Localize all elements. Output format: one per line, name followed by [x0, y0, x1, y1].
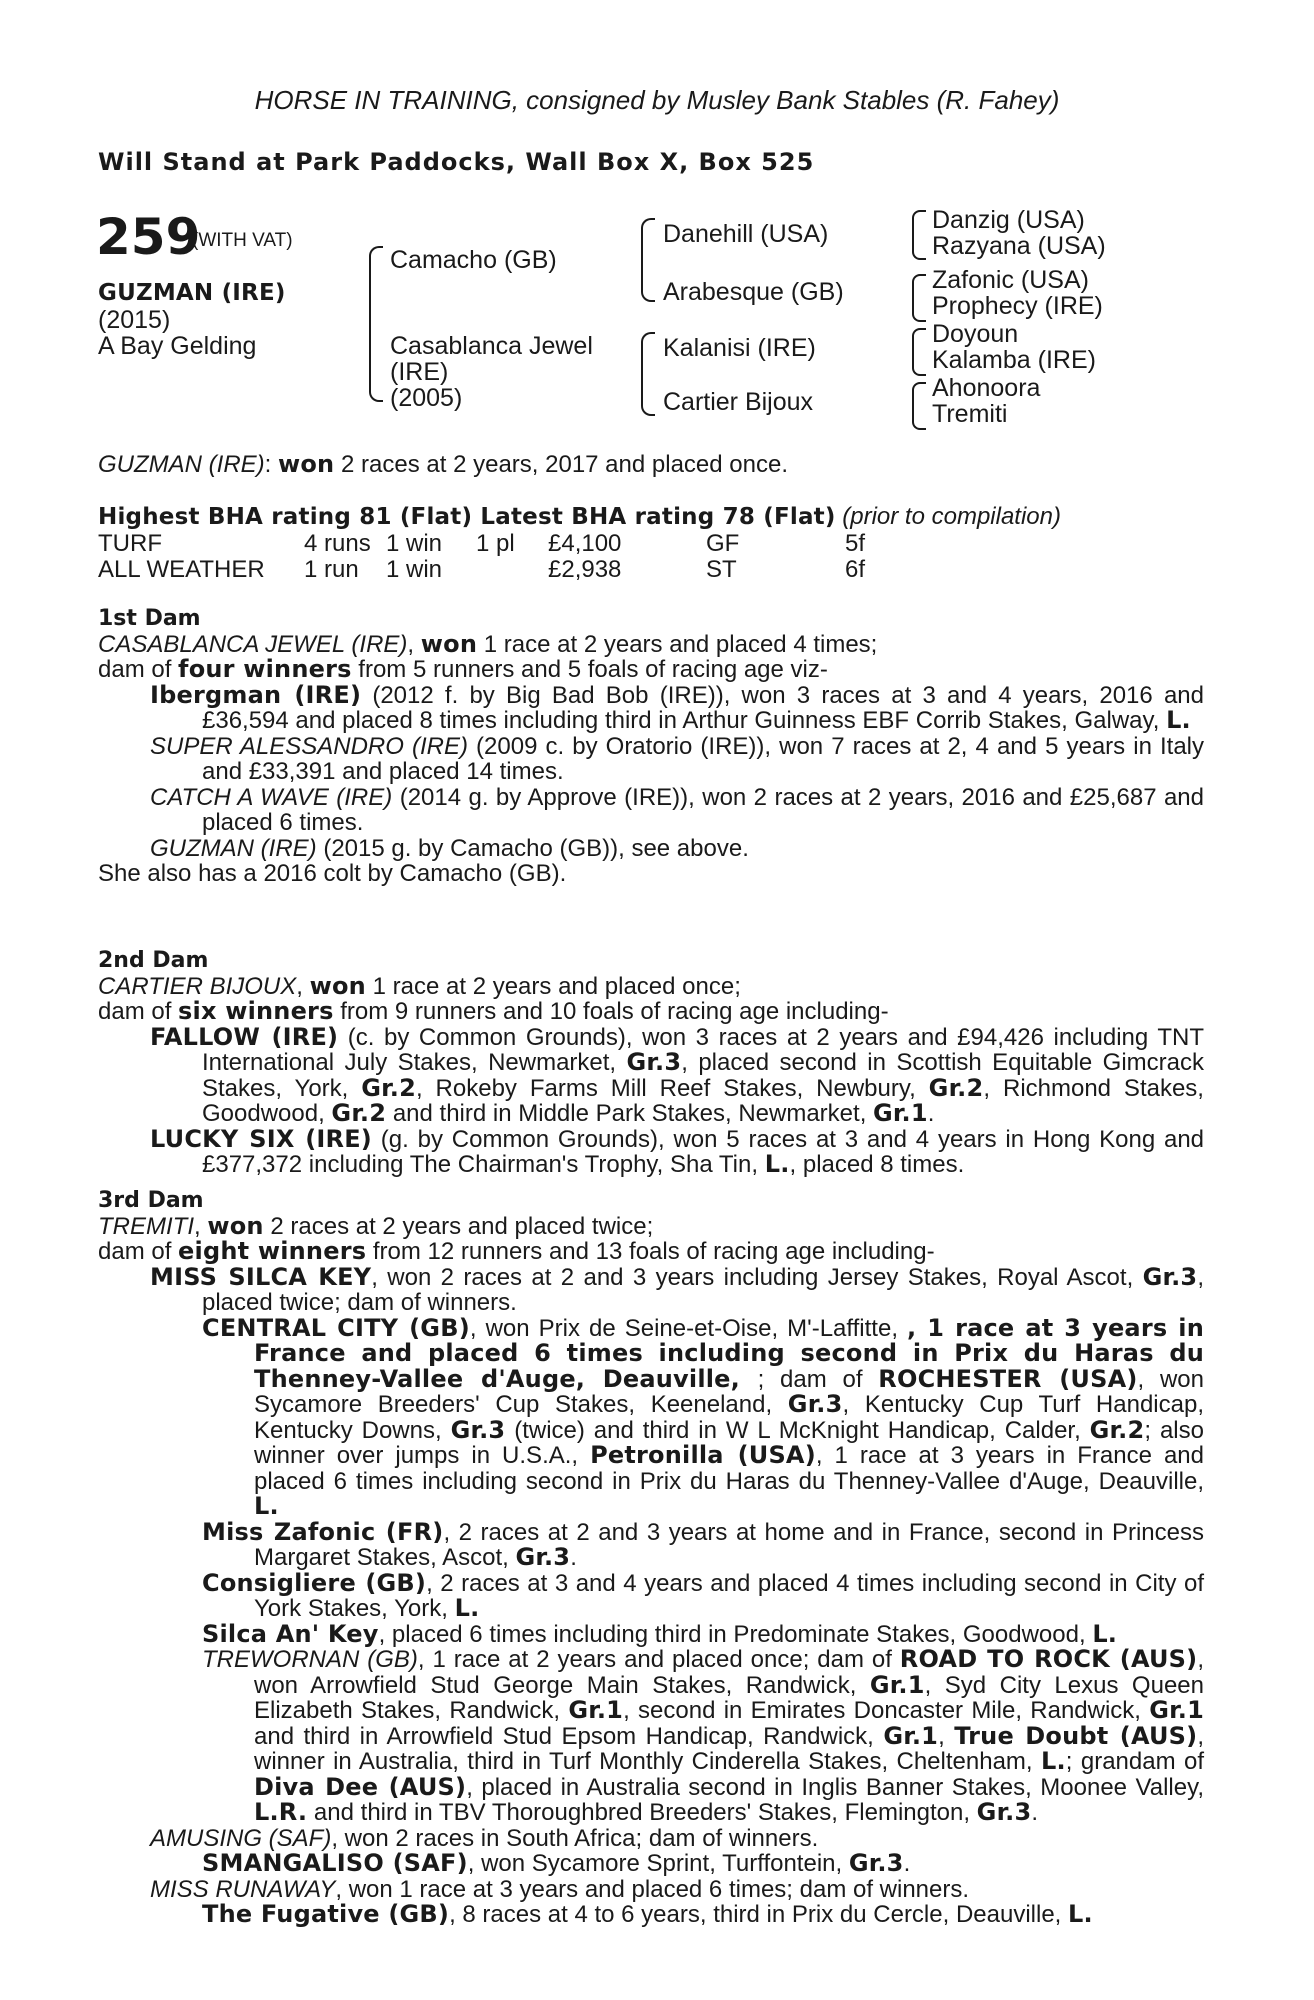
listed-tag: L.	[254, 1492, 279, 1520]
text: , placed second in Scottish Equitable Gimcrack Stakes, York,	[202, 1049, 1204, 1102]
grade-tag: , 1 race at 3 years in France and placed 6 times including second in Prix du Haras du Thenney-Vallee d'Auge, Deauville,	[254, 1313, 1204, 1393]
grade-tag: Gr.1	[883, 1721, 939, 1750]
grade-tag: Gr.3	[450, 1415, 506, 1444]
pedigree-brace-sire	[641, 218, 655, 302]
listed-tag: L.	[1092, 1619, 1118, 1648]
rating-placed: 1 pl	[476, 530, 515, 557]
text: , Richmond Stakes, Goodwood,	[202, 1074, 1204, 1127]
text: , won 1 race at 3 years and placed 6 times; dam of winners.	[335, 1875, 970, 1903]
text: and third in TBV Thoroughbred Breeders' Stakes, Flemington,	[307, 1799, 977, 1826]
grade-tag: Gr.3	[515, 1543, 571, 1571]
text: ; also winner over jumps in U.S.A.,	[254, 1416, 1204, 1469]
first-dam-heading: 1st Dam	[98, 606, 201, 631]
horse-description: A Bay Gelding	[98, 332, 257, 360]
winners-count: four winners	[178, 655, 352, 683]
produce-name: Miss Zafonic (FR)	[202, 1517, 444, 1546]
grade-tag: Gr.3	[1142, 1262, 1198, 1291]
produce-name: CENTRAL CITY (GB)	[202, 1313, 470, 1342]
first-dam-also: She also has a 2016 colt by Camacho (GB).	[98, 860, 567, 887]
grand-produce-entry	[202, 1313, 1204, 1520]
pedigree-sss: Danzig (USA)	[932, 206, 1085, 234]
produce-name: Silca An' Key	[202, 1619, 379, 1648]
produce-text: (2015 g. by Camacho (GB)), see above.	[316, 834, 749, 862]
vat-note: (WITH VAT)	[192, 230, 293, 251]
summary-horse-name: GUZMAN (IRE)	[98, 451, 265, 478]
grade-tag: Gr.2	[331, 1099, 387, 1127]
summary-colon: :	[264, 451, 272, 478]
rating-runs: 1 run	[304, 556, 359, 583]
dam-record: 1 race at 2 years and placed 4 times;	[477, 630, 878, 658]
produce-name: Consigliere (GB)	[202, 1568, 427, 1597]
rating-wins: 1 win	[386, 530, 443, 557]
grade-tag: Gr.1	[1149, 1696, 1204, 1724]
produce-name: ROCHESTER (USA)	[878, 1364, 1138, 1393]
foaling-year: (2015)	[98, 306, 171, 334]
grade-tag: Gr.3	[626, 1048, 682, 1076]
text: ,	[938, 1722, 955, 1750]
third-dam-produce-line	[98, 1239, 1204, 1265]
pedigree-sire-sire: Danehill (USA)	[663, 220, 829, 248]
text: , won Arrowfield Stud George Main Stakes, Randwick,	[254, 1646, 1204, 1699]
rating-distance: 6f	[845, 556, 866, 583]
second-dam-line: CARTIER BIJOUX, won 1 race at 2 years and placed once;	[98, 971, 741, 1000]
winners-count: eight winners	[178, 1237, 367, 1265]
race-summary	[98, 450, 788, 479]
produce-name: Petronilla (USA)	[590, 1441, 816, 1469]
grade-tag: Gr.1	[869, 1670, 925, 1699]
summary-won: won	[278, 450, 335, 478]
dam-name: CARTIER BIJOUX	[98, 972, 297, 1000]
rating-surface: TURF	[98, 530, 162, 557]
text: , Syd City Lexus Queen Elizabeth Stakes, Randwick,	[254, 1671, 1204, 1724]
text: and third in Middle Park Stakes, Newmarket,	[386, 1100, 874, 1127]
ratings-note: (prior to compilation)	[842, 503, 1061, 530]
text: , won 2 races at 2 and 3 years including Jersey Stakes, Royal Ascot,	[371, 1263, 1143, 1291]
pedigree-sire: Camacho (GB)	[390, 246, 557, 274]
pedigree-dds: Ahonoora	[932, 374, 1041, 402]
produce-name: Diva Dee (AUS)	[254, 1772, 467, 1801]
rating-runs: 4 runs	[304, 530, 371, 557]
produce-name: MISS RUNAWAY	[150, 1875, 336, 1903]
rating-prize: £2,938	[548, 556, 622, 583]
text: , won Prix de Seine-et-Oise, M'-Laffitte,	[469, 1314, 908, 1342]
grade-tag: Gr.3	[976, 1798, 1032, 1826]
produce-entry	[150, 836, 1204, 862]
dam-record: 2 races at 2 years and placed twice;	[263, 1212, 654, 1240]
second-dam-produce-line	[98, 999, 1204, 1025]
grand-produce-entry	[202, 1619, 1204, 1648]
grand-produce-entry	[202, 1517, 1205, 1571]
text: dam of	[98, 998, 179, 1025]
third-dam-section	[98, 1188, 1204, 1928]
produce-entry	[150, 1826, 1204, 1852]
text: dam of	[98, 1238, 179, 1265]
grade-tag: Gr.2	[361, 1073, 416, 1102]
pedigree-dam-line2: (IRE)	[390, 358, 449, 386]
pedigree-dss: Doyoun	[932, 320, 1019, 348]
grade-tag: Gr.2	[928, 1073, 984, 1102]
produce-text: (2012 f. by Big Bad Bob (IRE)), won 3 races at 3 and 4 years, 2016 and £36,594 and placed 8 times including third in Arthur Guinness EBF Corrib Stakes, Galway,	[202, 681, 1204, 734]
dam-name: TREMITI	[98, 1212, 194, 1240]
produce-entry	[150, 1124, 1205, 1178]
grade-tag: Gr.1	[568, 1696, 624, 1724]
stand-location: Will Stand at Park Paddocks, Wall Box X, Box 525	[98, 148, 815, 176]
text: , second in Emirates Doncaster Mile, Randwick,	[623, 1697, 1150, 1724]
text: .	[903, 1850, 911, 1877]
text: , 8 races at 4 to 6 years, third in Prix du Cercle, Deauville,	[449, 1901, 1068, 1928]
pedigree-sire-dam: Arabesque (GB)	[663, 278, 844, 306]
produce-text: (2009 c. by Oratorio (IRE)), won 7 races at 2, 4 and 5 years in Italy and £33,391 and placed 14 times.	[202, 732, 1204, 785]
produce-name: FALLOW (IRE)	[150, 1022, 339, 1051]
text: (c. by Common Grounds), won 3 races at 2 years and £94,426 including TNT International July Stakes, Newmarket,	[202, 1023, 1204, 1076]
listed-tag: L.	[454, 1594, 480, 1622]
grand-produce-entry	[202, 1647, 1204, 1826]
produce-entry	[150, 785, 1204, 836]
produce-name: SUPER ALESSANDRO (IRE)	[150, 732, 468, 760]
produce-name: CATCH A WAVE (IRE)	[150, 783, 393, 811]
pedigree-dam-dam: Cartier Bijoux	[663, 388, 814, 416]
pedigree-dam-line1: Casablanca Jewel	[390, 332, 593, 360]
second-dam-section	[98, 948, 1204, 1178]
first-dam-produce-line	[98, 657, 1204, 683]
text: ; grandam of	[1065, 1748, 1204, 1775]
produce-name: ROAD TO ROCK (AUS)	[899, 1645, 1198, 1673]
pedigree-brace-3c	[912, 328, 926, 376]
horse-name: GUZMAN (IRE)	[98, 280, 286, 306]
grade-tag: Gr.3	[787, 1390, 843, 1418]
text: (g. by Common Grounds), won 5 races at 3 and 4 years in Hong Kong and £377,372 including The Chairman's Trophy, Sha Tin,	[202, 1125, 1205, 1178]
pedigree-dsd: Kalamba (IRE)	[932, 346, 1096, 374]
text: , winner in Australia, third in Turf Monthly Cinderella Stakes, Cheltenham,	[254, 1722, 1205, 1775]
produce-name: AMUSING (SAF)	[150, 1824, 332, 1852]
text: , placed in Australia second in Inglis Banner Stakes, Moonee Valley,	[466, 1773, 1204, 1801]
produce-entry	[150, 1877, 1204, 1903]
text: ; dam of	[757, 1365, 879, 1393]
text: , placed 6 times including third in Predominate Stakes, Goodwood,	[378, 1620, 1093, 1648]
pedigree-brace-3d	[912, 382, 926, 430]
text: , placed twice; dam of winners.	[202, 1263, 1204, 1316]
produce-entry	[150, 680, 1204, 734]
produce-entry	[150, 1262, 1204, 1316]
pedigree-dam-line3: (2005)	[390, 384, 463, 412]
text: from 12 runners and 13 foals of racing age including-	[366, 1238, 935, 1265]
lot-number: 259	[96, 208, 201, 266]
third-dam-line: TREMITI, won 2 races at 2 years and placed twice;	[98, 1211, 654, 1240]
second-dam-heading: 2nd Dam	[98, 948, 209, 973]
grand-produce-entry	[202, 1851, 1204, 1877]
listed-tag: L.R.	[254, 1798, 308, 1826]
text: , 2 races at 3 and 4 years and placed 4 times including second in City of York Stakes, York,	[254, 1569, 1204, 1622]
listed-tag: L.	[1166, 706, 1191, 734]
produce-name: The Fugative (GB)	[202, 1900, 450, 1928]
text: , won Sycamore Breeders' Cup Stakes, Keeneland,	[254, 1365, 1204, 1418]
ratings-line	[98, 503, 1061, 531]
text: , placed 8 times.	[789, 1151, 965, 1178]
produce-name: TREWORNAN (GB)	[202, 1646, 418, 1673]
grand-produce-entry	[202, 1902, 1204, 1928]
rating-distance: 5f	[845, 530, 866, 557]
rating-prize: £4,100	[548, 530, 622, 557]
rating-wins: 1 win	[386, 556, 443, 583]
text: , won Sycamore Sprint, Turffontein,	[467, 1850, 849, 1877]
text: .	[927, 1100, 935, 1127]
grade-tag: Gr.1	[873, 1099, 928, 1127]
text: , 1 race at 2 years and placed once; dam of	[417, 1646, 900, 1673]
grade-tag: Gr.2	[1089, 1415, 1145, 1444]
pedigree-sdd: Prophecy (IRE)	[932, 292, 1103, 320]
third-dam-heading: 3rd Dam	[98, 1188, 204, 1213]
text: from 9 runners and 10 foals of racing age including-	[333, 998, 889, 1025]
pedigree-brace-main	[369, 246, 383, 402]
produce-entry	[150, 1022, 1204, 1127]
produce-name: GUZMAN (IRE)	[150, 834, 317, 862]
pedigree-sds: Zafonic (USA)	[932, 266, 1089, 294]
pedigree-brace-3a	[912, 210, 926, 260]
pedigree-ssd: Razyana (USA)	[932, 232, 1106, 260]
text: , Kentucky Cup Turf Handicap, Kentucky Downs,	[254, 1391, 1204, 1444]
rating-surface: ALL WEATHER	[98, 556, 265, 583]
first-dam-section	[98, 606, 1204, 887]
text: .	[1031, 1799, 1039, 1826]
pedigree-dam-sire: Kalanisi (IRE)	[663, 334, 816, 362]
listed-tag: L.	[1068, 1900, 1093, 1928]
text: , 2 races at 2 and 3 years at home and in France, second in Princess Margaret Stakes, Ascot,	[254, 1518, 1205, 1571]
grand-produce-entry	[202, 1568, 1204, 1622]
rating-going: ST	[706, 556, 737, 583]
text: , Rokeby Farms Mill Reef Stakes, Newbury,	[415, 1074, 929, 1102]
produce-name: MISS SILCA KEY	[150, 1262, 372, 1291]
winners-count: six winners	[178, 997, 334, 1025]
produce-text: (2014 g. by Approve (IRE)), won 2 races at 2 years, 2016 and £25,687 and placed 6 times.	[202, 783, 1205, 836]
text: , won 2 races in South Africa; dam of winners.	[331, 1824, 819, 1852]
pedigree-brace-3b	[912, 274, 926, 322]
listed-tag: L.	[764, 1150, 790, 1178]
first-dam-line: CASABLANCA JEWEL (IRE), won 1 race at 2 years and placed 4 times;	[98, 629, 878, 658]
produce-name: LUCKY SIX (IRE)	[150, 1124, 372, 1153]
produce-name: True Doubt (AUS)	[954, 1721, 1198, 1750]
won-label: won	[309, 971, 366, 1000]
grade-tag: Gr.3	[848, 1849, 904, 1877]
dam-record: 1 race at 2 years and placed once;	[365, 972, 741, 1000]
produce-name: SMANGALISO (SAF)	[202, 1849, 468, 1877]
won-label: won	[207, 1211, 264, 1240]
listed-tag: L.	[1040, 1747, 1066, 1775]
text: and third in Arrowfield Stud Epsom Handicap, Randwick,	[254, 1722, 884, 1750]
text: (twice) and third in W L McKnight Handicap, Calder,	[505, 1416, 1090, 1444]
produce-name: Ibergman (IRE)	[150, 680, 362, 709]
text: dam of	[98, 656, 179, 683]
text: , 1 race at 3 years in France and placed 6 times including second in Prix du Haras du Thenney-Vallee d'Auge, Deauville,	[254, 1442, 1204, 1495]
won-label: won	[420, 629, 478, 658]
pedigree-ddd: Tremiti	[932, 400, 1008, 428]
text: from 5 runners and 5 foals of racing age viz-	[351, 656, 828, 683]
rating-going: GF	[706, 530, 740, 557]
text: .	[570, 1544, 577, 1571]
produce-entry	[150, 734, 1204, 785]
pedigree-brace-dam	[641, 332, 655, 416]
page-title: HORSE IN TRAINING, consigned by Musley Bank Stables (R. Fahey)	[254, 85, 1060, 115]
summary-rest: 2 races at 2 years, 2017 and placed once.	[334, 451, 788, 478]
dam-name: CASABLANCA JEWEL (IRE)	[98, 630, 408, 658]
ratings-text: Highest BHA rating 81 (Flat) Latest BHA rating 78 (Flat)	[98, 504, 836, 530]
